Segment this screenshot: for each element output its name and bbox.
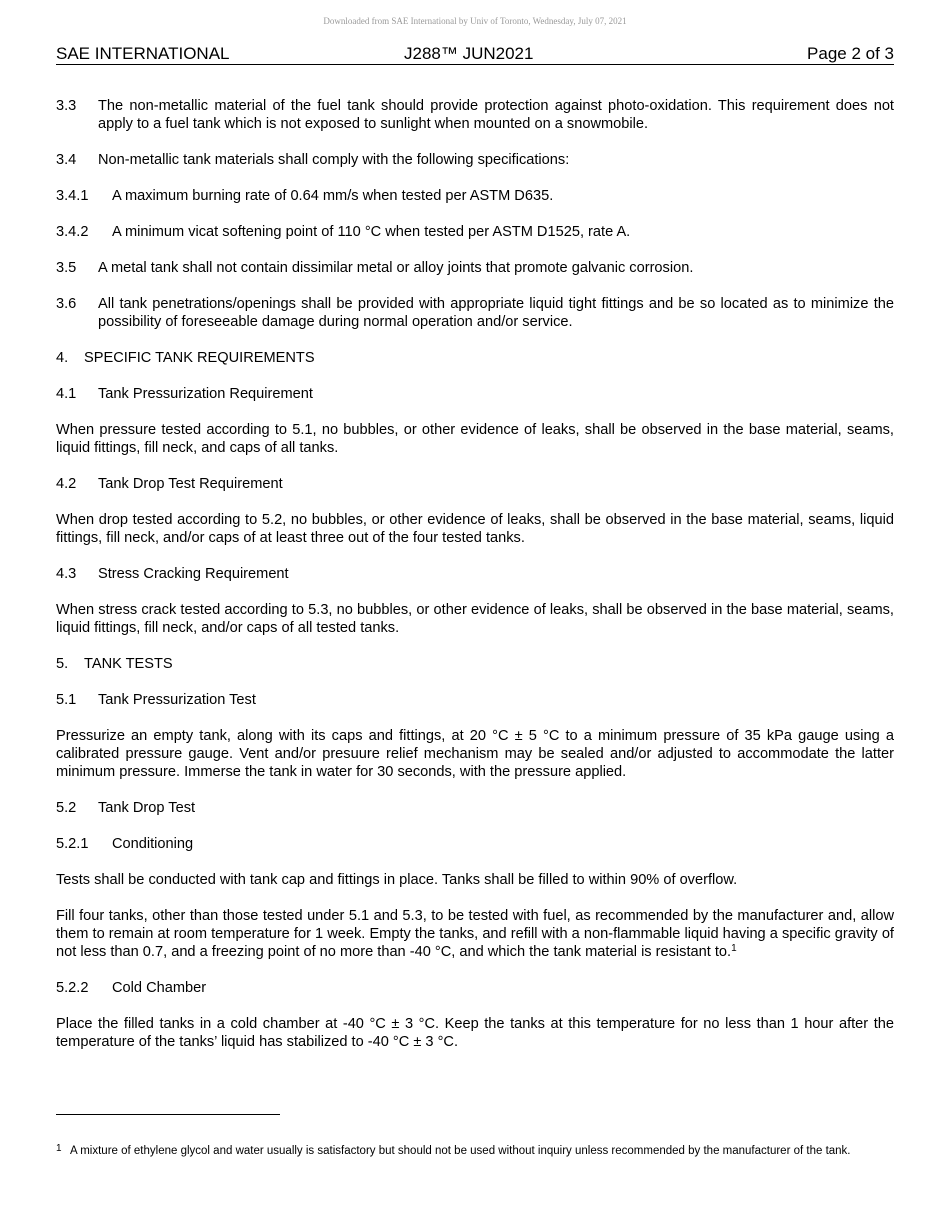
heading-text: Tank Pressurization Requirement — [98, 386, 313, 402]
clause-number: 3.4.1 — [56, 188, 89, 204]
clause-3-3 — [56, 97, 894, 133]
clause-3-4 — [56, 151, 894, 169]
heading-5-2-1 — [56, 835, 894, 853]
clause-text: All tank penetrations/openings shall be provided with appropriate liquid tight fittings and be so located as to minimize the possibility of foreseeable damage during normal operation and/or service. — [98, 296, 894, 330]
footnote-text: A mixture of ethylene glycol and water usually is satisfactory but should not be used without inquiry unless recommended by the manufacturer of the tank. — [70, 1145, 851, 1157]
download-note: Downloaded from SAE International by Univ of Toronto, Wednesday, July 07, 2021 — [323, 16, 627, 26]
heading-4-2 — [56, 475, 894, 493]
header-doc-id: J288™ JUN2021 — [404, 44, 534, 63]
header-page-number: Page 2 of 3 — [807, 44, 894, 63]
heading-number: 5.1 — [56, 692, 77, 708]
header-org: SAE INTERNATIONAL — [56, 44, 230, 63]
clause-number: 3.6 — [56, 296, 77, 312]
heading-4-3 — [56, 565, 894, 583]
document-body — [56, 97, 894, 1069]
heading-number: 4.3 — [56, 566, 77, 582]
heading-5-2 — [56, 799, 894, 817]
paragraph-4-2: When drop tested according to 5.2, no bubbles, or other evidence of leaks, shall be observed in the base material, seams, liquid fittings, fill neck, and/or caps of at least three out of the four tested tanks. — [56, 512, 894, 546]
paragraph-5-1: Pressurize an empty tank, along with its caps and fittings, at 20 °C ± 5 °C to a minimum pressure of 35 kPa gauge using a calibrated pressure gauge. Vent and/or presuure relief mechanism may be sealed and/or adjusted to accommodate the latter minimum pressure. Immerse the tank in water for 30 seconds, with the pressure applied. — [56, 728, 894, 780]
heading-text: Tank Pressurization Test — [98, 692, 256, 708]
section-title: TANK TESTS — [84, 656, 173, 672]
clause-number: 3.3 — [56, 98, 77, 114]
paragraph-5-2-1-b — [56, 907, 894, 961]
paragraph-5-2-1-a: Tests shall be conducted with tank cap and fittings in place. Tanks shall be filled to within 90% of overflow. — [56, 872, 738, 888]
paragraph-4-3: When stress crack tested according to 5.3, no bubbles, or other evidence of leaks, shall be observed in the base material, seams, liquid fittings, fill neck, and/or caps of all tested tanks. — [56, 602, 894, 636]
heading-text: Conditioning — [112, 836, 194, 852]
paragraph-5-2-2: Place the filled tanks in a cold chamber at -40 °C ± 3 °C. Keep the tanks at this temperature for no less than 1 hour after the temperature of the tanks’ liquid has stabilized to -40 °C ± 3 °C. — [56, 1016, 894, 1050]
heading-text: Cold Chamber — [112, 980, 207, 996]
footnote-divider — [56, 1114, 280, 1115]
clause-text: A minimum vicat softening point of 110 °C when tested per ASTM D1525, rate A. — [112, 224, 631, 240]
heading-4-1 — [56, 385, 894, 403]
clause-number: 3.4 — [56, 152, 77, 168]
clause-3-4-2 — [56, 223, 894, 241]
heading-text: Tank Drop Test Requirement — [98, 476, 283, 492]
section-5-heading — [56, 655, 894, 673]
heading-number: 4.2 — [56, 476, 77, 492]
heading-number: 4.1 — [56, 386, 77, 402]
clause-text: A metal tank shall not contain dissimilar metal or alloy joints that promote galvanic corrosion. — [98, 260, 694, 276]
clause-3-4-1 — [56, 187, 894, 205]
heading-text: Stress Cracking Requirement — [98, 566, 289, 582]
footnote-number: 1 — [56, 1143, 62, 1154]
heading-5-1 — [56, 691, 894, 709]
heading-text: Tank Drop Test — [98, 800, 196, 816]
heading-5-2-2 — [56, 979, 894, 997]
heading-number: 5.2.2 — [56, 980, 89, 996]
page-header — [56, 44, 894, 65]
clause-number: 3.4.2 — [56, 224, 89, 240]
footnote — [56, 1144, 894, 1159]
section-number: 4. — [56, 350, 69, 366]
paragraph-4-1: When pressure tested according to 5.1, no bubbles, or other evidence of leaks, shall be observed in the base material, seams, liquid fittings, fill neck, and caps of all tanks. — [56, 422, 894, 456]
clause-text: A maximum burning rate of 0.64 mm/s when tested per ASTM D635. — [112, 188, 554, 204]
footnote-reference[interactable]: 1 — [731, 943, 737, 954]
clause-number: 3.5 — [56, 260, 77, 276]
section-4-heading — [56, 349, 894, 367]
clause-text: The non-metallic material of the fuel tank should provide protection against photo-oxidation. This requirement does not apply to a fuel tank which is not exposed to sunlight when mounted on a snowmobile. — [98, 98, 894, 132]
clause-3-5 — [56, 259, 894, 277]
heading-number: 5.2.1 — [56, 836, 89, 852]
clause-text: Non-metallic tank materials shall comply with the following specifications: — [98, 152, 570, 168]
section-title: SPECIFIC TANK REQUIREMENTS — [84, 350, 315, 366]
section-number: 5. — [56, 656, 69, 672]
heading-number: 5.2 — [56, 800, 77, 816]
clause-3-6 — [56, 295, 894, 331]
paragraph-text: Fill four tanks, other than those tested under 5.1 and 5.3, to be tested with fuel, as recommended by the manufacturer and, allow them to remain at room temperature for 1 week. Empty the tanks, and refill with a non-flammable liquid having a specific gravity of not less than 0.7, and a freezing point of no more than -40 °C, and which the tank material is resistant to. — [56, 908, 894, 960]
